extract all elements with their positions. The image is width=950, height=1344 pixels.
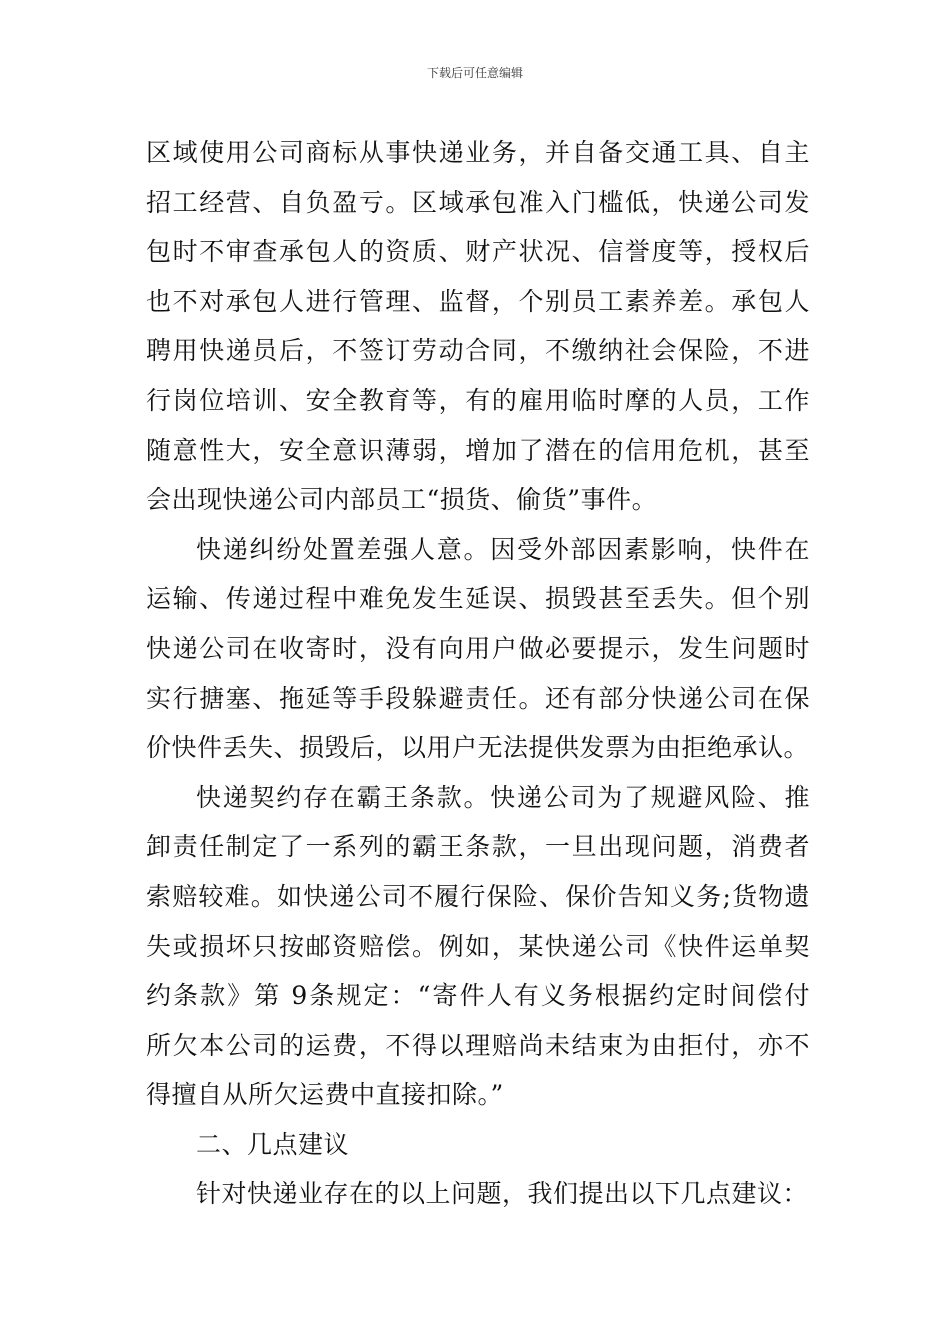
text-line: 也不对承包人进行管理、监督，个别员工素养差。承包人 [146,286,810,316]
text-line: 招工经营、自负盈亏。区域承包准入门槛低，快递公司发 [146,187,810,217]
text-line: 针对快递业存在的以上问题，我们提出以下几点建议： [196,1179,809,1209]
paragraph [146,128,810,525]
text-line: 随意性大，安全意识薄弱，增加了潜在的信用危机，甚至 [146,435,810,465]
paragraph [146,773,810,1120]
paragraph [146,1169,810,1219]
text-line: 快递公司在收寄时，没有向用户做必要提示，发生问题时 [146,633,810,663]
section-heading-text: 二、几点建议 [196,1129,350,1159]
text-line: 失或损坏只按邮资赔偿。例如，某快递公司《快件运单契 [146,931,810,961]
text-line: 聘用快递员后，不签订劳动合同，不缴纳社会保险，不进 [146,336,810,366]
text-line: 会出现快递公司内部员工“损货、偷货”事件。 [146,485,658,515]
document-body [146,128,810,1219]
section-heading [146,1120,810,1170]
text-line: 快递纠纷处置差强人意。因受外部因素影响，快件在 [196,534,810,564]
text-line: 行岗位培训、安全教育等，有的雇用临时摩的人员，工作 [146,385,810,415]
text-line: 卸责任制定了一系列的霸王条款，一旦出现问题，消费者 [146,832,810,862]
paragraph [146,525,810,773]
text-line: 得擅自从所欠运费中直接扣除。” [146,1080,504,1110]
text-line: 包时不审查承包人的资质、财产状况、信誉度等，授权后 [146,237,810,267]
text-line: 运输、传递过程中难免发生延误、损毁甚至丢失。但个别 [146,584,810,614]
text-line: 约条款》第 9条规定：“寄件人有义务根据约定时间偿付 [146,981,810,1011]
text-line: 区域使用公司商标从事快递业务，并自备交通工具、自主 [146,138,810,167]
text-line: 快递契约存在霸王条款。快递公司为了规避风险、推 [196,782,810,812]
text-line: 价快件丢失、损毁后，以用户无法提供发票为由拒绝承认。 [146,733,810,763]
page-header: 下载后可任意编辑 [426,66,523,80]
text-line: 所欠本公司的运费，不得以理赔尚未结束为由拒付，亦不 [146,1030,810,1060]
text-line: 实行搪塞、拖延等手段躲避责任。还有部分快递公司在保 [146,683,810,713]
text-line: 索赔较难。如快递公司不履行保险、保价告知义务;货物遗 [146,881,810,911]
